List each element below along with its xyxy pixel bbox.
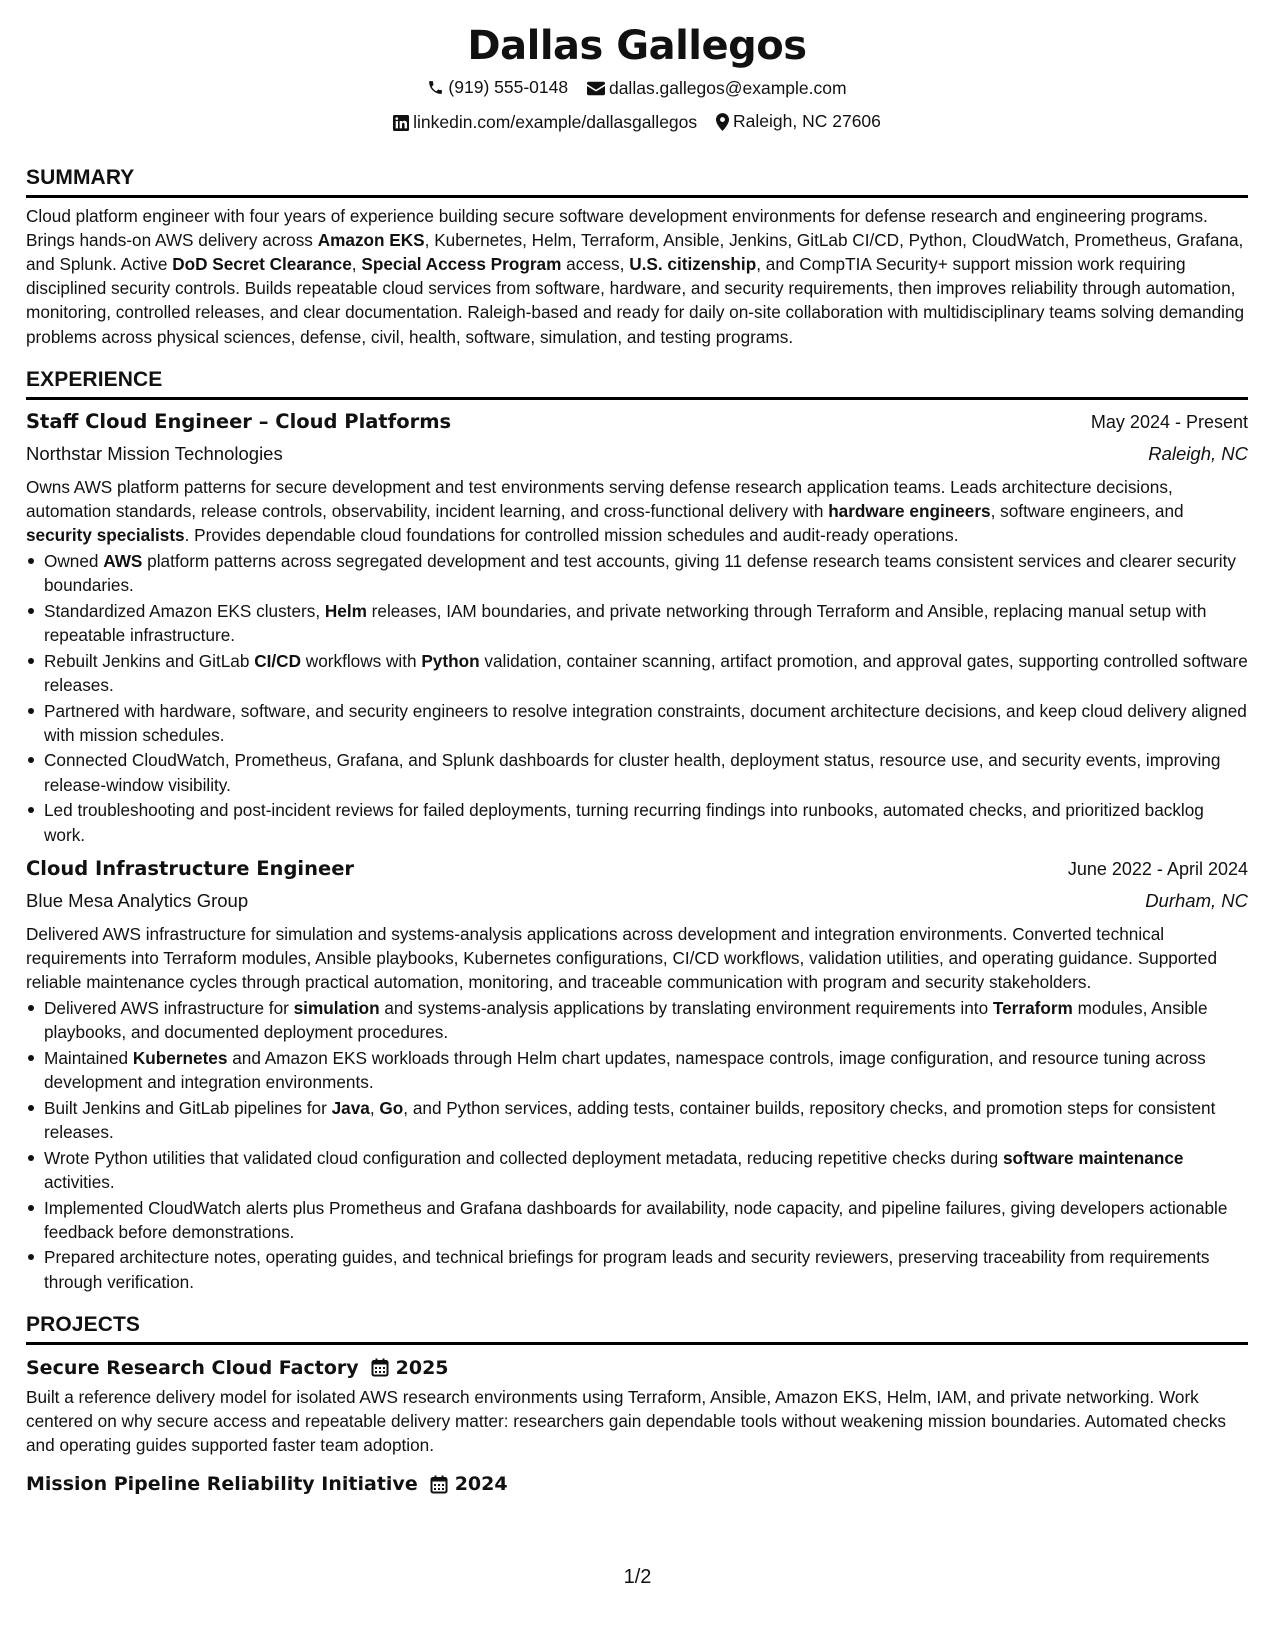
page-number: 1/2 (623, 1566, 652, 1588)
job-subheader (26, 885, 1248, 916)
project-header (26, 1353, 1248, 1383)
location-text: Raleigh, NC 27606 (733, 111, 881, 131)
candidate-name: Dallas Gallegos (467, 23, 807, 69)
bullet-item: Connected CloudWatch, Prometheus, Grafana, and Splunk dashboards for cluster health, deployment status, resource use, and security events, improving release-window visibility. (44, 748, 1248, 796)
project-description: Built a reference delivery model for isolated AWS research environments using Terraform, Ansible, Amazon EKS, Helm, IAM, and private networking. Work centered on why secure access and repeatable delivery matter: researchers gain dependable tools without weakening mission boundaries. Automated checks and operating guides supported faster team adoption. (26, 1386, 1227, 1456)
job-title: Staff Cloud Engineer – Cloud Platforms (26, 409, 452, 433)
experience-entry-2 (26, 853, 1248, 1294)
summary-text: Cloud platform engineer with four years of experience building secure software development environments for defense research and engineering programs. Brings hands-on AWS delivery across Amazon EKS, Kubernetes, Helm, Terraform, Ansible, Jenkins, GitLab CI/CD, Python, CloudWatch, Prometheus, Grafana, and Splunk. Active DoD Secret Clearance, Special Access Program access, U.S. citizenship, and CompTIA Security+ support mission work requiring disciplined security controls. Builds repeatable cloud services from software, hardware, and security requirements, then improves reliability through automation, monitoring, controlled releases, and clear documentation. Raleigh-based and ready for daily on-site collaboration with multidisciplinary teams solving demanding problems across physical sciences, defense, civil, health, software, simulation, and testing programs. (26, 205, 1245, 347)
experience-heading: EXPERIENCE (26, 367, 1248, 400)
job-dates: May 2024 - Present (1090, 411, 1248, 432)
resume-header (26, 20, 1248, 141)
bullet-item: Wrote Python utilities that validated cloud configuration and collected deployment metadata, reducing repetitive checks during software maintenance activities. (44, 1146, 1248, 1194)
summary-heading: SUMMARY (26, 165, 1248, 198)
resume-page (26, 20, 1248, 1499)
bullet-item: Built Jenkins and GitLab pipelines for Java, Go, and Python services, adding tests, container builds, repository checks, and promotion steps for consistent releases. (44, 1096, 1248, 1144)
linkedin-link[interactable]: linkedin.com/example/dallasgallegos (413, 112, 698, 132)
map-pin-icon (716, 113, 729, 131)
bullet-item: Partnered with hardware, software, and security engineers to resolve integration constraints, document architecture decisions, and keep cloud delivery aligned with mission schedules. (44, 699, 1248, 747)
job-dates: June 2022 - April 2024 (1067, 858, 1248, 879)
experience-entry-1 (26, 406, 1248, 847)
bullet-item: Delivered AWS infrastructure for simulation and systems-analysis applications by translating environment requirements into Terraform modules, Ansible playbooks, and documented deployment procedures. (44, 996, 1248, 1044)
job-bullets (26, 549, 1248, 847)
bullet-item: Led troubleshooting and post-incident reviews for failed deployments, turning recurring findings into runbooks, automated checks, and prioritized backlog work. (44, 798, 1248, 846)
linkedin-icon (393, 115, 409, 131)
bullet-item: Implemented CloudWatch alerts plus Prometheus and Grafana dashboards for availability, node capacity, and pipeline failures, giving developers actionable feedback before demonstrations. (44, 1196, 1248, 1244)
project-entry-1 (26, 1353, 1248, 1458)
project-year: 2024 (454, 1473, 508, 1496)
project-title: Mission Pipeline Reliability Initiative (26, 1473, 418, 1496)
phone-icon (427, 79, 444, 96)
job-location: Raleigh, NC (1148, 442, 1248, 464)
company-name: Blue Mesa Analytics Group (26, 889, 249, 911)
project-header (26, 1469, 1248, 1499)
bullet-item: Maintained Kubernetes and Amazon EKS workloads through Helm chart updates, namespace controls, image configuration, and resource tuning across development and integration environments. (44, 1046, 1248, 1094)
job-subheader (26, 438, 1248, 469)
location-contact (716, 106, 881, 137)
calendar-icon (430, 1475, 448, 1494)
email-contact[interactable] (587, 73, 847, 104)
bullet-item: Rebuilt Jenkins and GitLab CI/CD workflows with Python validation, container scanning, artifact promotion, and approval gates, supporting controlled software releases. (44, 649, 1248, 697)
job-header (26, 406, 1248, 438)
job-location: Durham, NC (1145, 889, 1248, 911)
projects-heading: PROJECTS (26, 1312, 1248, 1345)
job-description: Owns AWS platform patterns for secure development and test environments serving defense research application teams. Leads architecture decisions, automation standards, release controls, observability, incident learning, and cross-functional delivery with hardware engineers, software engineers, and security specialists. Provides dependable cloud foundations for controlled mission schedules and audit-ready operations. (26, 476, 1184, 546)
bullet-item: Standardized Amazon EKS clusters, Helm releases, IAM boundaries, and private networking through Terraform and Ansible, replacing manual setup with repeatable infrastructure. (44, 599, 1248, 647)
linkedin-contact[interactable] (393, 107, 697, 138)
job-title: Cloud Infrastructure Engineer (26, 856, 355, 880)
company-name: Northstar Mission Technologies (26, 442, 283, 464)
contact-line-2 (26, 106, 1248, 141)
phone-number: (919) 555-0148 (448, 77, 569, 97)
envelope-icon (587, 81, 605, 96)
calendar-icon (371, 1358, 389, 1377)
job-header (26, 853, 1248, 885)
project-entry-2 (26, 1469, 1248, 1499)
project-year: 2025 (395, 1356, 449, 1379)
email-link[interactable]: dallas.gallegos@example.com (608, 78, 847, 98)
bullet-item: Owned AWS platform patterns across segregated development and test accounts, giving 11 defense research teams consistent services and clearer security boundaries. (44, 549, 1248, 597)
contact-line-1 (26, 72, 1248, 106)
job-description: Delivered AWS infrastructure for simulation and systems-analysis applications across development and integration environments. Converted technical requirements into Terraform modules, Ansible playbooks, Kubernetes configurations, CI/CD workflows, validation utilities, and operating guidance. Supported reliable maintenance cycles through practical automation, monitoring, and traceable communication with program and security stakeholders. (26, 923, 1218, 993)
phone-contact (427, 72, 568, 103)
project-title: Secure Research Cloud Factory (26, 1356, 359, 1379)
bullet-item: Prepared architecture notes, operating guides, and technical briefings for program leads and security reviewers, preserving traceability from requirements through verification. (44, 1245, 1248, 1293)
job-bullets (26, 996, 1248, 1294)
